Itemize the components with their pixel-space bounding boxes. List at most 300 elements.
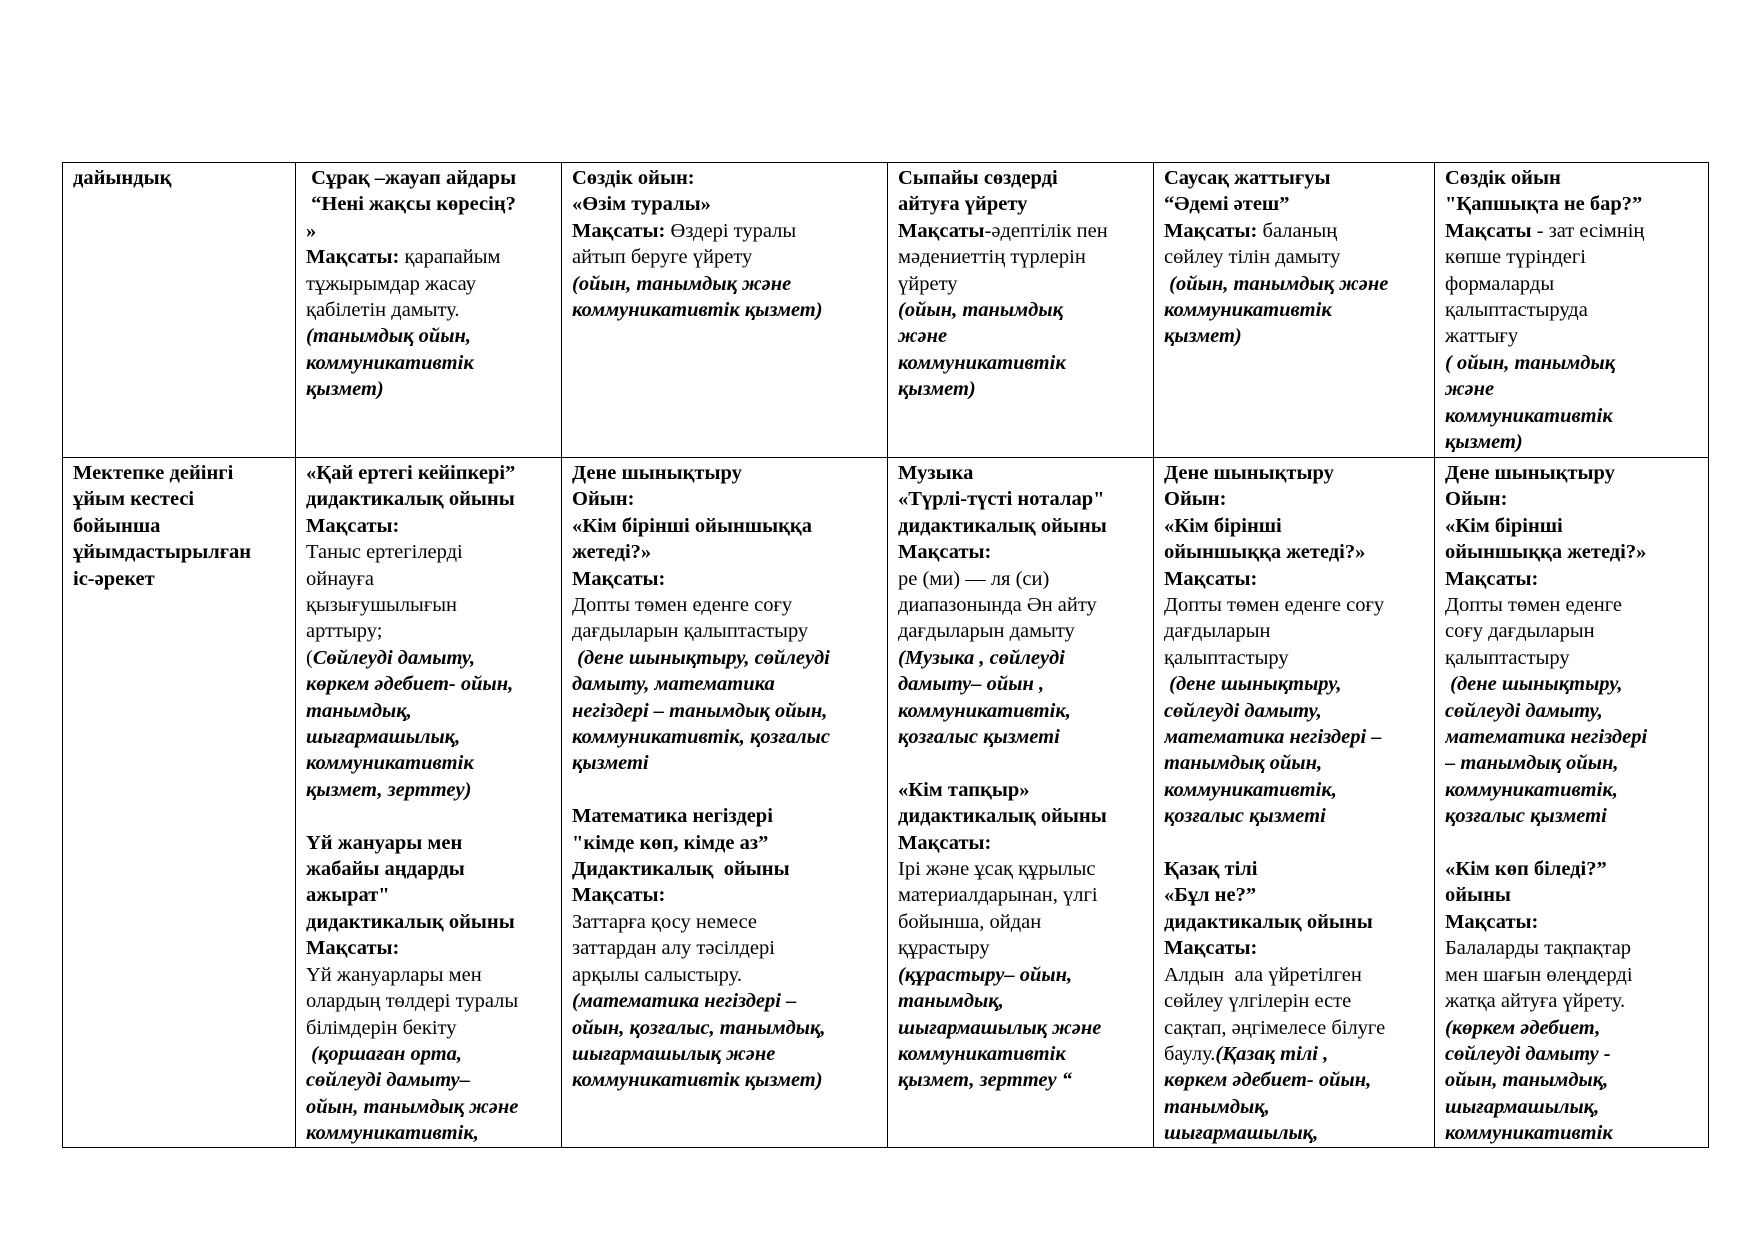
text-run: ре (ми) — ля (си) xyxy=(898,567,1050,590)
text-run: «Өзім туралы» xyxy=(572,193,711,216)
activity-block xyxy=(306,165,555,403)
text-line xyxy=(1445,539,1702,565)
text-line xyxy=(1164,218,1428,244)
text-run: қызығушылығын xyxy=(306,594,457,617)
text-line xyxy=(1445,429,1702,455)
text-run: дидактикалық ойыны xyxy=(306,910,515,933)
text-line xyxy=(1445,935,1702,961)
text-line xyxy=(73,486,289,512)
text-line xyxy=(1164,1015,1428,1041)
text-run: Саусақ жаттығуы xyxy=(1164,167,1331,189)
text-run: қабілетін дамыту. xyxy=(306,299,460,322)
text-run: ойын, танымдық және xyxy=(306,1095,519,1118)
block-spacer xyxy=(572,777,881,803)
text-run: «Кім бірінші xyxy=(1164,514,1282,537)
text-run: қызмет) xyxy=(1445,431,1523,454)
activity-block xyxy=(572,803,881,1093)
text-run: формаларды xyxy=(1445,272,1555,295)
text-line xyxy=(572,297,881,323)
text-run: ойыншыққа жетеді?» xyxy=(1445,541,1647,564)
text-line xyxy=(898,645,1147,671)
text-line xyxy=(572,218,881,244)
text-run: коммуникативтік қызмет) xyxy=(572,299,823,322)
text-run: Таныс ертегілерді xyxy=(306,541,463,564)
schedule-table xyxy=(62,162,1709,1148)
text-run: көркем әдебиет- ойын, xyxy=(1164,1069,1372,1092)
text-line xyxy=(1164,671,1428,697)
text-line xyxy=(1445,460,1702,486)
text-run: коммуникативтік, xyxy=(1445,778,1618,801)
row-header-cell xyxy=(63,163,296,458)
text-run: материалдарынан, үлгі xyxy=(898,884,1098,907)
text-run: Үй жануары мен xyxy=(306,831,463,854)
text-line xyxy=(572,539,881,565)
activity-block xyxy=(898,460,1147,750)
text-line xyxy=(1164,882,1428,908)
text-line xyxy=(306,323,555,349)
text-line xyxy=(306,539,555,565)
text-line xyxy=(1164,539,1428,565)
text-line xyxy=(306,1041,555,1067)
text-run: және xyxy=(898,325,948,348)
block-spacer xyxy=(1164,830,1428,856)
text-line xyxy=(1164,244,1428,270)
table-row xyxy=(63,163,1709,458)
text-line xyxy=(572,856,881,882)
text-line xyxy=(572,698,881,724)
text-run: қызмет, зерттеу) xyxy=(306,778,472,801)
text-line xyxy=(898,244,1147,270)
text-line xyxy=(306,165,555,191)
text-run: дайындық xyxy=(73,167,172,189)
text-run: қызметі xyxy=(572,752,649,775)
text-run: дамыту, математика xyxy=(572,673,775,696)
text-run: Дене шынықтыру xyxy=(572,462,742,484)
activity-cell xyxy=(1435,458,1709,1148)
text-run: олардың төлдері туралы xyxy=(306,990,519,1013)
text-run: «Бұл не?” xyxy=(1164,884,1257,907)
text-run: математика негіздері xyxy=(1445,726,1648,749)
text-line xyxy=(306,777,555,803)
text-line xyxy=(898,592,1147,618)
text-line xyxy=(1164,460,1428,486)
text-run: Мақсаты: xyxy=(572,219,666,242)
text-run: жатқа айтуға үйрету. xyxy=(1445,990,1626,1013)
text-run: ойыны xyxy=(1445,884,1511,907)
activity-cell xyxy=(1154,163,1435,458)
text-line xyxy=(306,750,555,776)
block-spacer xyxy=(306,803,555,829)
text-line xyxy=(1445,856,1702,882)
block-spacer xyxy=(1445,830,1702,856)
text-run: жетеді?» xyxy=(572,541,652,564)
text-line xyxy=(306,297,555,323)
text-line xyxy=(1445,297,1702,323)
text-line xyxy=(306,350,555,376)
text-run: қалыптастыруда xyxy=(1445,299,1588,322)
text-line xyxy=(898,1015,1147,1041)
text-run: сөйлеуді дамыту, xyxy=(1445,699,1603,722)
text-run: коммуникативтік xyxy=(898,1042,1066,1065)
text-run: (құрастыру– ойын, xyxy=(898,963,1073,986)
text-run: баулу. xyxy=(1164,1042,1216,1065)
text-run: қозғалыс қызметі xyxy=(1164,805,1326,828)
activity-cell xyxy=(888,163,1154,458)
text-run: (ойын, танымдық және xyxy=(1164,272,1389,295)
text-run: Мақсаты: xyxy=(898,541,992,564)
text-line xyxy=(572,244,881,270)
text-line xyxy=(306,1094,555,1120)
text-run: Мақсаты: xyxy=(1164,567,1258,590)
text-line xyxy=(898,376,1147,402)
text-run: көпше түріндегі xyxy=(1445,246,1586,269)
text-run: Допты төмен еденге xyxy=(1445,594,1623,617)
text-run: Мақсаты: xyxy=(1445,567,1539,590)
text-run: Ойын: xyxy=(572,488,635,511)
text-run: Ірі және ұсақ құрылыс xyxy=(898,858,1096,881)
text-line xyxy=(1445,909,1702,935)
text-line xyxy=(1164,271,1428,297)
text-line xyxy=(1445,671,1702,697)
text-run: «Кім бірінші xyxy=(1445,514,1563,537)
text-line xyxy=(1164,191,1428,217)
text-line xyxy=(1164,698,1428,724)
text-line xyxy=(1445,1041,1702,1067)
text-run: жабайы аңдарды xyxy=(306,858,465,881)
text-run: мәдениеттің түрлерін xyxy=(898,246,1086,269)
text-run: баланың xyxy=(1257,219,1338,242)
text-line xyxy=(306,592,555,618)
text-run: қызмет, зерттеу “ xyxy=(898,1069,1072,1092)
text-run: қарапайым xyxy=(399,246,501,269)
text-line xyxy=(572,191,881,217)
text-run: (танымдық ойын, xyxy=(306,325,471,348)
text-run: қызмет) xyxy=(306,378,384,401)
text-run: сөйлеу үлгілерін есте xyxy=(1164,990,1352,1013)
text-line xyxy=(1164,592,1428,618)
text-run: (дене шынықтыру, xyxy=(1445,673,1623,696)
text-line xyxy=(1445,244,1702,270)
text-run: математика негіздері – xyxy=(1164,726,1382,749)
text-line xyxy=(1164,803,1428,829)
text-run: «Қай ертегі кейіпкері” xyxy=(306,462,516,484)
text-run: Мақсаты: xyxy=(306,937,400,960)
text-line xyxy=(1445,191,1702,217)
text-line xyxy=(73,566,289,592)
text-line xyxy=(572,513,881,539)
text-line xyxy=(898,909,1147,935)
text-line xyxy=(306,460,555,486)
text-run: Дене шынықтыру xyxy=(1445,462,1615,484)
text-line xyxy=(572,592,881,618)
activity-cell xyxy=(1435,163,1709,458)
text-run: коммуникативтік, қозғалыс xyxy=(572,726,830,749)
text-run: ажырат" xyxy=(306,884,390,907)
text-line xyxy=(898,882,1147,908)
text-run: Қазақ тілі xyxy=(1164,858,1258,881)
text-line xyxy=(1445,218,1702,244)
table-row xyxy=(63,458,1709,1148)
text-line xyxy=(572,882,881,908)
text-line xyxy=(1445,988,1702,1014)
text-run: "кімде көп, кімде аз” xyxy=(572,831,769,854)
text-run: коммуникативтік xyxy=(898,351,1066,374)
text-run: танымдық, xyxy=(898,990,1004,1013)
text-line xyxy=(572,724,881,750)
text-line xyxy=(306,486,555,512)
activity-cell xyxy=(296,163,562,458)
text-run: «Кім тапқыр» xyxy=(898,778,1030,801)
text-line xyxy=(572,645,881,671)
text-line xyxy=(572,1067,881,1093)
text-run: қалыптастыру xyxy=(1164,646,1289,669)
text-line xyxy=(898,724,1147,750)
text-line xyxy=(1445,566,1702,592)
activity-cell xyxy=(296,458,562,1148)
text-line xyxy=(572,988,881,1014)
text-line xyxy=(1445,165,1702,191)
text-line xyxy=(1164,1094,1428,1120)
text-line xyxy=(1164,909,1428,935)
text-run: Үй жануарлары мен xyxy=(306,963,482,986)
text-run: ойнауға xyxy=(306,567,375,590)
text-line xyxy=(1445,803,1702,829)
text-line xyxy=(1164,1041,1428,1067)
text-run: шығармашылық және xyxy=(572,1042,776,1065)
text-line xyxy=(306,882,555,908)
text-run: Мектепке дейінгі xyxy=(73,462,234,484)
text-line xyxy=(898,803,1147,829)
text-run: - зат есімнің xyxy=(1531,219,1645,242)
text-line xyxy=(898,297,1147,323)
text-run: көркем әдебиет- ойын, xyxy=(306,673,514,696)
text-run: дидактикалық ойыны xyxy=(898,805,1107,828)
text-run: сөйлеуді дамыту– xyxy=(306,1069,470,1092)
text-run: шығармашылық, xyxy=(1445,1095,1600,1118)
text-line xyxy=(73,165,289,191)
text-line xyxy=(306,513,555,539)
text-run: қызмет) xyxy=(1164,325,1242,348)
text-run: танымдық, xyxy=(1164,1095,1270,1118)
text-run: Мақсаты: xyxy=(1445,910,1539,933)
text-run: шығармашылық, xyxy=(306,726,461,749)
text-run: Алдын ала үйретілген xyxy=(1164,963,1362,986)
activity-block xyxy=(73,165,289,191)
text-line xyxy=(1164,618,1428,644)
text-line xyxy=(898,988,1147,1014)
activity-block xyxy=(898,165,1147,403)
text-line xyxy=(1445,486,1702,512)
text-line xyxy=(1445,962,1702,988)
text-line xyxy=(1164,297,1428,323)
text-run: Дидактикалық ойыны xyxy=(572,858,790,881)
text-run: сөйлеуді дамыту, xyxy=(1164,699,1322,722)
text-line xyxy=(306,671,555,697)
text-run: коммуникативтік, xyxy=(1164,778,1337,801)
text-run: мен шағын өлеңдерді xyxy=(1445,963,1633,986)
text-run: «Кім бірінші ойыншыққа xyxy=(572,514,812,537)
text-run: арқылы салыстыру. xyxy=(572,963,742,986)
text-line xyxy=(306,645,555,671)
text-run: дидактикалық ойыны xyxy=(1164,910,1373,933)
text-line xyxy=(1164,988,1428,1014)
text-run: Мақсаты: xyxy=(572,567,666,590)
text-line xyxy=(1164,645,1428,671)
text-run: Балаларды тақпақтар xyxy=(1445,937,1632,960)
text-run: сөйлеу тілін дамыту xyxy=(1164,246,1341,269)
text-line xyxy=(898,566,1147,592)
text-run: коммуникативтік xyxy=(1164,299,1332,322)
text-line xyxy=(1445,403,1702,429)
text-line xyxy=(572,486,881,512)
activity-cell xyxy=(888,458,1154,1148)
text-line xyxy=(1164,486,1428,512)
text-line xyxy=(1164,724,1428,750)
activity-block xyxy=(1445,856,1702,1146)
text-run: Заттарға қосу немесе xyxy=(572,910,758,933)
text-run: ( xyxy=(306,646,313,669)
text-run: қозғалыс қызметі xyxy=(898,726,1060,749)
text-run: коммуникативтік xyxy=(1445,404,1613,427)
text-run: (көркем әдебиет, xyxy=(1445,1016,1601,1039)
activity-block xyxy=(572,460,881,777)
text-run: Мақсаты: xyxy=(898,831,992,854)
text-run: “Нені жақсы көресің? xyxy=(306,193,516,216)
text-run: (дене шынықтыру, сөйлеуді xyxy=(572,646,830,669)
text-line xyxy=(1445,698,1702,724)
text-line xyxy=(1164,566,1428,592)
text-line xyxy=(306,830,555,856)
text-line xyxy=(1445,350,1702,376)
text-line xyxy=(1445,618,1702,644)
text-run: негіздері – танымдық ойын, xyxy=(572,699,828,722)
text-run: және xyxy=(1445,378,1495,401)
text-line xyxy=(306,724,555,750)
text-line xyxy=(306,935,555,961)
text-run: Ойын: xyxy=(1445,488,1508,511)
activity-block xyxy=(306,830,555,1147)
text-run: «Түрлі-түсті ноталар" xyxy=(898,488,1105,511)
activity-cell xyxy=(562,163,888,458)
text-run: (қоршаған орта, xyxy=(306,1042,463,1065)
text-line xyxy=(898,486,1147,512)
text-run: қызмет) xyxy=(898,378,976,401)
text-run: іс-әрекет xyxy=(73,567,155,590)
text-line xyxy=(306,1015,555,1041)
text-run: бойынша, ойдан xyxy=(898,910,1042,933)
text-run: (дене шынықтыру, xyxy=(1164,673,1342,696)
text-line xyxy=(572,803,881,829)
text-run: Мақсаты xyxy=(898,219,985,242)
text-line xyxy=(73,539,289,565)
activity-block xyxy=(898,777,1147,1094)
text-run: (ойын, танымдық xyxy=(898,299,1063,322)
text-run: Музыка xyxy=(898,462,974,484)
text-line xyxy=(898,191,1147,217)
text-run: ұйым кестесі xyxy=(73,488,195,511)
text-run: Математика негіздері xyxy=(572,805,773,828)
text-run: -әдептілік пен xyxy=(984,219,1108,242)
text-run: Сөздік ойын xyxy=(1445,167,1561,189)
text-line xyxy=(898,218,1147,244)
text-line xyxy=(1164,935,1428,961)
text-line xyxy=(1445,777,1702,803)
text-line xyxy=(572,830,881,856)
text-run: коммуникативтік xyxy=(306,752,474,775)
text-run: танымдық ойын, xyxy=(1164,752,1323,775)
text-run: соғу дағдыларын xyxy=(1445,620,1595,643)
text-line xyxy=(898,962,1147,988)
text-run: сөйлеуді дамыту - xyxy=(1445,1042,1611,1065)
text-line xyxy=(898,513,1147,539)
text-line xyxy=(1445,1067,1702,1093)
text-line xyxy=(572,1015,881,1041)
text-line xyxy=(306,191,555,217)
text-line xyxy=(898,698,1147,724)
text-line xyxy=(1445,750,1702,776)
text-run: дағдыларын қалыптастыру xyxy=(572,620,809,643)
schedule-table-body xyxy=(63,163,1709,1148)
text-run: Допты төмен еденге соғу xyxy=(572,594,793,617)
text-line xyxy=(898,1041,1147,1067)
text-line xyxy=(898,935,1147,961)
text-line xyxy=(572,165,881,191)
text-line xyxy=(1445,724,1702,750)
text-line xyxy=(898,830,1147,856)
activity-block xyxy=(1445,165,1702,455)
text-line xyxy=(306,1067,555,1093)
text-run: коммуникативтік xyxy=(1445,1122,1613,1145)
text-run: «Кім көп біледі?” xyxy=(1445,858,1607,881)
text-run: Ойын: xyxy=(1164,488,1227,511)
text-line xyxy=(306,618,555,644)
text-line xyxy=(1164,165,1428,191)
text-run: "Қапшықта не бар?” xyxy=(1445,193,1643,216)
text-run: айтып беруге үйрету xyxy=(572,246,753,269)
text-run: Сұрақ –жауап айдары xyxy=(306,167,517,189)
text-run: Мақсаты: xyxy=(306,514,400,537)
activity-block xyxy=(572,165,881,323)
text-run: заттардан алу тәсілдері xyxy=(572,937,775,960)
text-run: Мақсаты xyxy=(1445,219,1532,242)
text-line xyxy=(306,909,555,935)
activity-block xyxy=(1164,460,1428,830)
text-line xyxy=(572,909,881,935)
text-line xyxy=(898,777,1147,803)
text-line xyxy=(1445,645,1702,671)
text-line xyxy=(572,618,881,644)
text-line xyxy=(306,271,555,297)
text-line xyxy=(898,539,1147,565)
text-line xyxy=(572,935,881,961)
text-run: дидактикалық ойыны xyxy=(898,514,1107,537)
text-run: шығармашылық, xyxy=(1164,1122,1319,1145)
text-run: айтуға үйрету xyxy=(898,193,1028,216)
text-run: үйрету xyxy=(898,272,958,295)
text-line xyxy=(572,1041,881,1067)
text-line xyxy=(898,856,1147,882)
activity-block xyxy=(73,460,289,592)
activity-block xyxy=(1445,460,1702,830)
text-line xyxy=(1445,513,1702,539)
text-run: Сыпайы сөздерді xyxy=(898,167,1058,189)
text-line xyxy=(898,271,1147,297)
text-line xyxy=(898,323,1147,349)
text-run: коммуникативтік, xyxy=(306,1122,479,1145)
text-line xyxy=(1164,856,1428,882)
text-run: (Музыка , сөйлеуді xyxy=(898,646,1065,669)
text-run: Мақсаты: xyxy=(306,246,400,269)
